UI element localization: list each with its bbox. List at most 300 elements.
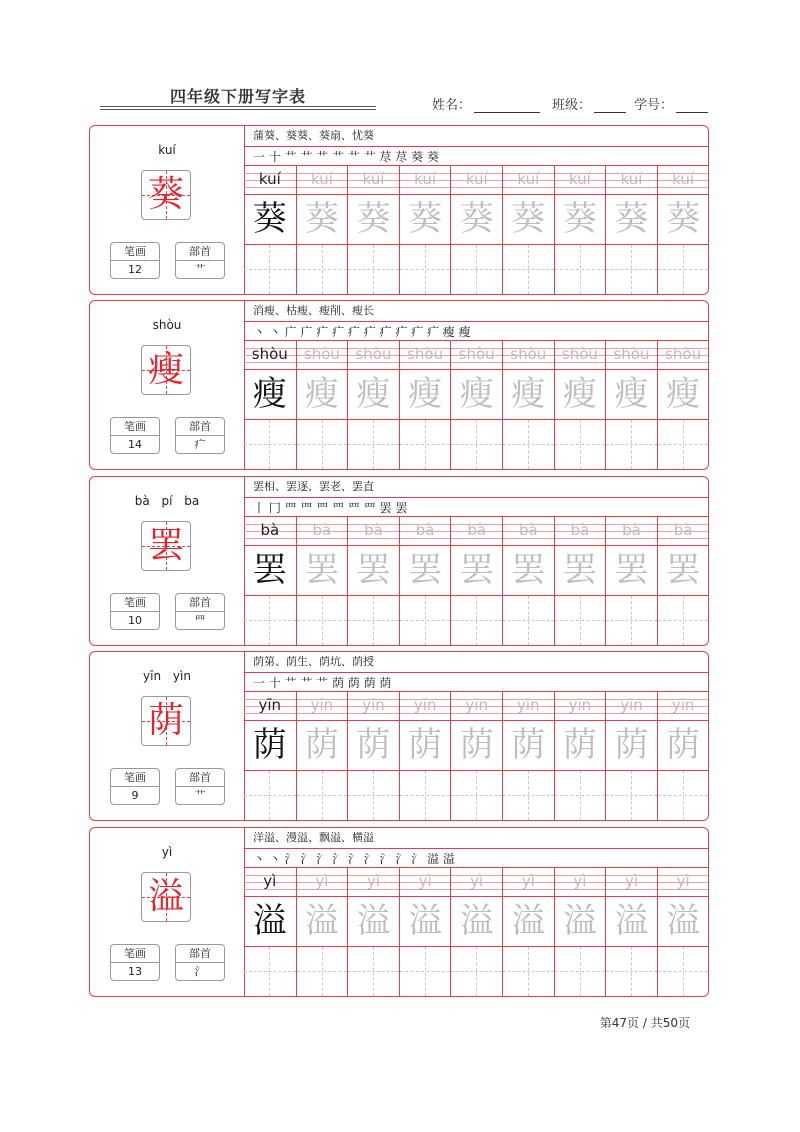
pinyin-grid (555, 166, 606, 194)
char-pinyin: kuí (158, 143, 176, 157)
radical-value: 艹 (194, 789, 206, 802)
practice-cell[interactable] (296, 692, 348, 820)
radical-box (175, 417, 225, 454)
practice-cell[interactable] (244, 517, 296, 645)
blank-writing-grid[interactable] (297, 595, 348, 645)
pinyin-grid (503, 692, 554, 720)
pinyin-grid (348, 868, 399, 896)
blank-writing-grid[interactable] (606, 419, 657, 469)
stroke-order: 丶 丶 广 广 疒 疒 疒 疒 疒 疒 疒 疒 瘦 瘦 (244, 321, 708, 341)
pinyin-text: bà (570, 521, 590, 539)
char-grid (555, 545, 606, 595)
practice-cell[interactable] (502, 517, 554, 645)
blank-writing-grid[interactable] (606, 595, 657, 645)
pinyin-grid (606, 868, 657, 896)
pinyin-grid (451, 166, 502, 194)
blank-writing-grid[interactable] (451, 770, 502, 820)
practice-grid (244, 517, 708, 647)
pinyin-text: shòu (458, 345, 495, 363)
trace-char: 葵 (304, 199, 339, 239)
blank-writing-grid[interactable] (451, 244, 502, 294)
trace-char: 荫 (408, 725, 443, 765)
char-grid (658, 194, 709, 244)
stroke-count-value: 10 (128, 614, 142, 627)
char-grid (503, 545, 554, 595)
trace-char: 瘦 (614, 374, 649, 414)
blank-writing-grid[interactable] (400, 770, 451, 820)
blank-writing-grid[interactable] (606, 946, 657, 996)
practice-cell[interactable] (399, 868, 451, 996)
char-grid (606, 545, 657, 595)
radical-value: 罒 (194, 614, 206, 627)
practice-cell[interactable] (244, 341, 296, 469)
title-underline (100, 106, 376, 107)
char-grid (658, 545, 709, 595)
char-grid (503, 194, 554, 244)
blank-writing-grid[interactable] (451, 419, 502, 469)
blank-writing-grid[interactable] (658, 419, 709, 469)
char-card (89, 651, 709, 821)
stroke-order: 一 十 艹 艹 艹 艹 艹 艹 荩 荩 葵 葵 (244, 146, 708, 166)
trace-char: 溢 (562, 901, 597, 941)
practice-cell[interactable] (450, 692, 502, 820)
blank-writing-grid[interactable] (503, 946, 554, 996)
char-grid (658, 720, 709, 770)
char-card (89, 476, 709, 646)
pinyin-text: kuí (258, 170, 281, 188)
trace-char: 荫 (459, 725, 494, 765)
blank-writing-grid[interactable] (451, 946, 502, 996)
pinyin-grid (244, 341, 296, 369)
practice-cell[interactable] (450, 868, 502, 996)
number-field[interactable] (634, 94, 708, 113)
char-info-panel (90, 828, 245, 996)
name-field[interactable] (432, 94, 540, 113)
stroke-count-value: 13 (128, 965, 142, 978)
char-grid (400, 369, 451, 419)
stroke-count-label: 笔画 (111, 594, 159, 612)
practice-cell[interactable] (244, 868, 296, 996)
practice-grid (244, 692, 708, 822)
blank-writing-grid[interactable] (297, 244, 348, 294)
pinyin-grid (606, 692, 657, 720)
pinyin-grid (400, 341, 451, 369)
practice-cell[interactable] (657, 517, 709, 645)
practice-cell[interactable] (605, 166, 657, 294)
stroke-count-box (110, 944, 160, 981)
char-grid (658, 369, 709, 419)
practice-cell[interactable] (244, 692, 296, 820)
page-number: 第47页 / 共50页 (599, 1016, 690, 1030)
class-field[interactable] (552, 94, 626, 113)
blank-writing-grid[interactable] (555, 244, 606, 294)
char-grid (348, 194, 399, 244)
blank-writing-grid[interactable] (451, 595, 502, 645)
practice-cell[interactable] (605, 341, 657, 469)
trace-char: 罢 (304, 550, 339, 590)
char-grid (555, 369, 606, 419)
char-card (89, 827, 709, 997)
radical-value: 艹 (194, 263, 206, 276)
trace-char: 溢 (408, 901, 443, 941)
blank-writing-grid[interactable] (606, 244, 657, 294)
pinyin-grid (348, 517, 399, 545)
practice-cell[interactable] (554, 166, 606, 294)
big-char-box (141, 170, 191, 220)
trace-char: 葵 (511, 199, 546, 239)
blank-writing-grid[interactable] (348, 244, 399, 294)
trace-char: 葵 (459, 199, 494, 239)
blank-writing-grid[interactable] (658, 946, 709, 996)
practice-cell[interactable] (296, 868, 348, 996)
char-info-panel (90, 301, 245, 469)
stroke-count-value: 14 (128, 438, 142, 451)
class-label: 班级： (552, 98, 592, 113)
trace-char: 瘦 (459, 374, 494, 414)
trace-char: 罢 (459, 550, 494, 590)
char-grid (606, 369, 657, 419)
blank-writing-grid[interactable] (400, 419, 451, 469)
char-grid (348, 720, 399, 770)
practice-cell[interactable] (554, 517, 606, 645)
trace-char: 荫 (666, 725, 701, 765)
practice-cell[interactable] (296, 517, 348, 645)
practice-cell[interactable] (399, 517, 451, 645)
radical-label: 部首 (176, 945, 224, 963)
pinyin-grid (503, 341, 554, 369)
blank-writing-grid[interactable] (555, 946, 606, 996)
char-practice-panel (244, 126, 708, 294)
blank-writing-grid[interactable] (503, 595, 554, 645)
pinyin-text: kuí (310, 170, 333, 188)
char-practice-panel (244, 828, 708, 996)
big-char-box (141, 345, 191, 395)
practice-grid (244, 166, 708, 296)
char-grid (658, 896, 709, 946)
pinyin-grid (297, 517, 348, 545)
pinyin-text: yīn (620, 696, 643, 714)
practice-cell[interactable] (502, 166, 554, 294)
blank-writing-grid[interactable] (400, 595, 451, 645)
model-char: 荫 (252, 725, 287, 765)
pinyin-text: yì (263, 872, 277, 890)
practice-cell[interactable] (296, 341, 348, 469)
practice-cell[interactable] (554, 868, 606, 996)
big-char: 瘦 (147, 349, 184, 390)
pinyin-text: yì (521, 872, 535, 890)
char-grid (555, 720, 606, 770)
trace-char: 溢 (356, 901, 391, 941)
pinyin-grid (244, 868, 296, 896)
practice-cell[interactable] (605, 692, 657, 820)
page-header (0, 0, 800, 120)
practice-cell[interactable] (347, 166, 399, 294)
pinyin-text: shòu (561, 345, 598, 363)
char-card (89, 300, 709, 470)
practice-cell[interactable] (502, 692, 554, 820)
practice-grid (244, 868, 708, 998)
practice-cell[interactable] (657, 341, 709, 469)
practice-cell[interactable] (450, 166, 502, 294)
trace-char: 瘦 (562, 374, 597, 414)
pinyin-text: yīn (671, 696, 695, 714)
blank-writing-grid[interactable] (297, 770, 348, 820)
model-char: 罢 (252, 550, 287, 590)
blank-writing-grid[interactable] (555, 770, 606, 820)
char-grid (400, 896, 451, 946)
trace-char: 罢 (562, 550, 597, 590)
practice-cell[interactable] (399, 166, 451, 294)
trace-char: 罢 (408, 550, 443, 590)
pinyin-grid (348, 692, 399, 720)
char-grid (555, 194, 606, 244)
radical-label: 部首 (176, 243, 224, 261)
char-grid (400, 545, 451, 595)
practice-grid (244, 341, 708, 471)
char-grid (606, 896, 657, 946)
practice-cell[interactable] (399, 341, 451, 469)
pinyin-grid (451, 341, 502, 369)
trace-char: 荫 (614, 725, 649, 765)
char-practice-panel (244, 301, 708, 469)
pinyin-grid (606, 517, 657, 545)
pinyin-text: yīn (258, 696, 282, 714)
trace-char: 荫 (562, 725, 597, 765)
stroke-count-label: 笔画 (111, 769, 159, 787)
practice-cell[interactable] (450, 341, 502, 469)
pinyin-text: yì (573, 872, 587, 890)
radical-box (175, 944, 225, 981)
number-label: 学号： (634, 98, 674, 113)
blank-writing-grid[interactable] (297, 419, 348, 469)
char-practice-panel (244, 652, 708, 820)
trace-char: 葵 (356, 199, 391, 239)
radical-value: 疒 (194, 438, 206, 451)
practice-cell[interactable] (554, 692, 606, 820)
pinyin-grid (606, 166, 657, 194)
practice-cell[interactable] (657, 166, 709, 294)
trace-char: 葵 (614, 199, 649, 239)
blank-writing-grid[interactable] (244, 770, 296, 820)
blank-writing-grid[interactable] (503, 770, 554, 820)
blank-writing-grid[interactable] (400, 244, 451, 294)
blank-writing-grid[interactable] (658, 244, 709, 294)
pinyin-grid (658, 692, 709, 720)
radical-label: 部首 (176, 418, 224, 436)
practice-cell[interactable] (554, 341, 606, 469)
pinyin-text: yīn (517, 696, 540, 714)
char-grid (400, 194, 451, 244)
stroke-count-box (110, 593, 160, 630)
trace-char: 葵 (666, 199, 701, 239)
char-grid (244, 194, 296, 244)
pinyin-grid (400, 692, 451, 720)
char-grid (503, 896, 554, 946)
pinyin-text: shòu (510, 345, 547, 363)
char-grid (244, 545, 296, 595)
blank-writing-grid[interactable] (348, 770, 399, 820)
trace-char: 溢 (666, 901, 701, 941)
practice-cell[interactable] (347, 692, 399, 820)
blank-writing-grid[interactable] (503, 244, 554, 294)
number-blank[interactable] (676, 98, 708, 113)
trace-char: 瘦 (511, 374, 546, 414)
practice-cell[interactable] (347, 341, 399, 469)
pinyin-text: bà (364, 521, 383, 539)
practice-cell[interactable] (605, 868, 657, 996)
pinyin-text: shòu (303, 345, 340, 363)
pinyin-text: shòu (665, 345, 702, 363)
pinyin-text: shòu (613, 345, 650, 363)
char-grid (400, 720, 451, 770)
model-char: 溢 (252, 901, 287, 941)
pinyin-text: shòu (355, 345, 392, 363)
practice-cell[interactable] (605, 517, 657, 645)
pinyin-text: yì (315, 872, 329, 890)
practice-cell[interactable] (502, 341, 554, 469)
pinyin-text: yì (676, 872, 690, 890)
char-grid (348, 369, 399, 419)
pinyin-grid (451, 692, 502, 720)
stroke-count-box (110, 417, 160, 454)
trace-char: 溢 (511, 901, 546, 941)
char-grid (451, 720, 502, 770)
blank-writing-grid[interactable] (348, 419, 399, 469)
blank-writing-grid[interactable] (244, 946, 296, 996)
pinyin-text: yì (624, 872, 638, 890)
practice-cell[interactable] (347, 868, 399, 996)
pinyin-grid (503, 868, 554, 896)
blank-writing-grid[interactable] (244, 595, 296, 645)
pinyin-grid (658, 868, 709, 896)
pinyin-grid (400, 166, 451, 194)
trace-char: 溢 (459, 901, 494, 941)
pinyin-grid (658, 517, 709, 545)
blank-writing-grid[interactable] (606, 770, 657, 820)
practice-cell[interactable] (399, 692, 451, 820)
stroke-count-value: 9 (131, 789, 139, 802)
blank-writing-grid[interactable] (658, 770, 709, 820)
pinyin-text: bà (415, 521, 435, 539)
char-grid (451, 194, 502, 244)
word-list: 荫第、荫生、荫坑、荫授 (253, 655, 374, 668)
pinyin-grid (658, 166, 709, 194)
pinyin-grid (555, 341, 606, 369)
pinyin-grid (348, 166, 399, 194)
blank-writing-grid[interactable] (297, 946, 348, 996)
stroke-order: 一 十 艹 艹 艹 荫 荫 荫 荫 (244, 672, 708, 692)
practice-cell[interactable] (347, 517, 399, 645)
blank-writing-grid[interactable] (244, 244, 296, 294)
stroke-count-value: 12 (128, 263, 142, 276)
char-grid (555, 896, 606, 946)
char-grid (348, 545, 399, 595)
name-label: 姓名： (432, 98, 472, 113)
practice-cell[interactable] (657, 868, 709, 996)
char-info-panel (90, 652, 245, 820)
practice-cell[interactable] (296, 166, 348, 294)
pinyin-grid (297, 868, 348, 896)
trace-char: 溢 (614, 901, 649, 941)
char-grid (297, 720, 348, 770)
trace-char: 荫 (304, 725, 339, 765)
pinyin-grid (348, 341, 399, 369)
pinyin-grid (503, 166, 554, 194)
char-grid (503, 720, 554, 770)
pinyin-grid (658, 341, 709, 369)
char-grid (606, 194, 657, 244)
trace-char: 溢 (304, 901, 339, 941)
practice-cell[interactable] (244, 166, 296, 294)
pinyin-text: yīn (362, 696, 385, 714)
blank-writing-grid[interactable] (400, 946, 451, 996)
char-grid (244, 720, 296, 770)
stroke-order: 丨 冂 罒 罒 罒 罒 罒 罒 罢 罢 (244, 497, 708, 517)
trace-char: 罢 (356, 550, 391, 590)
pinyin-text: shòu (407, 345, 444, 363)
blank-writing-grid[interactable] (244, 419, 296, 469)
name-blank[interactable] (474, 98, 540, 113)
blank-writing-grid[interactable] (503, 419, 554, 469)
radical-box (175, 242, 225, 279)
blank-writing-grid[interactable] (348, 946, 399, 996)
pinyin-grid (555, 692, 606, 720)
pinyin-text: yīn (413, 696, 437, 714)
pinyin-text: kuí (414, 170, 437, 188)
radical-box (175, 768, 225, 805)
blank-writing-grid[interactable] (555, 419, 606, 469)
pinyin-text: bà (312, 521, 332, 539)
practice-cell[interactable] (657, 692, 709, 820)
pinyin-text: yì (366, 872, 380, 890)
pinyin-text: kuí (620, 170, 643, 188)
pinyin-text: yīn (568, 696, 592, 714)
pinyin-text: kuí (362, 170, 385, 188)
char-grid (451, 896, 502, 946)
pinyin-grid (503, 517, 554, 545)
blank-writing-grid[interactable] (658, 595, 709, 645)
pinyin-text: kuí (517, 170, 540, 188)
blank-writing-grid[interactable] (348, 595, 399, 645)
pinyin-text: yīn (310, 696, 334, 714)
practice-cell[interactable] (450, 517, 502, 645)
blank-writing-grid[interactable] (555, 595, 606, 645)
pinyin-text: kuí (465, 170, 488, 188)
trace-char: 瘦 (356, 374, 391, 414)
pinyin-text: bà (518, 521, 538, 539)
char-grid (503, 369, 554, 419)
title-underline-double (100, 109, 376, 110)
word-list: 蒲葵、葵葵、葵扇、忧葵 (253, 129, 374, 142)
radical-label: 部首 (176, 594, 224, 612)
pinyin-text: shòu (251, 345, 288, 363)
char-grid (451, 369, 502, 419)
class-blank[interactable] (594, 98, 626, 113)
pinyin-text: bà (260, 521, 280, 539)
trace-char: 罢 (666, 550, 701, 590)
stroke-count-box (110, 242, 160, 279)
word-list: 罢相、罢逐、罢老、罢直 (253, 480, 374, 493)
pinyin-text: bà (467, 521, 487, 539)
stroke-count-label: 笔画 (111, 243, 159, 261)
stroke-count-box (110, 768, 160, 805)
pinyin-text: kuí (568, 170, 591, 188)
big-char-box (141, 872, 191, 922)
trace-char: 罢 (614, 550, 649, 590)
big-char-box (141, 696, 191, 746)
pinyin-grid (451, 517, 502, 545)
practice-cell[interactable] (502, 868, 554, 996)
